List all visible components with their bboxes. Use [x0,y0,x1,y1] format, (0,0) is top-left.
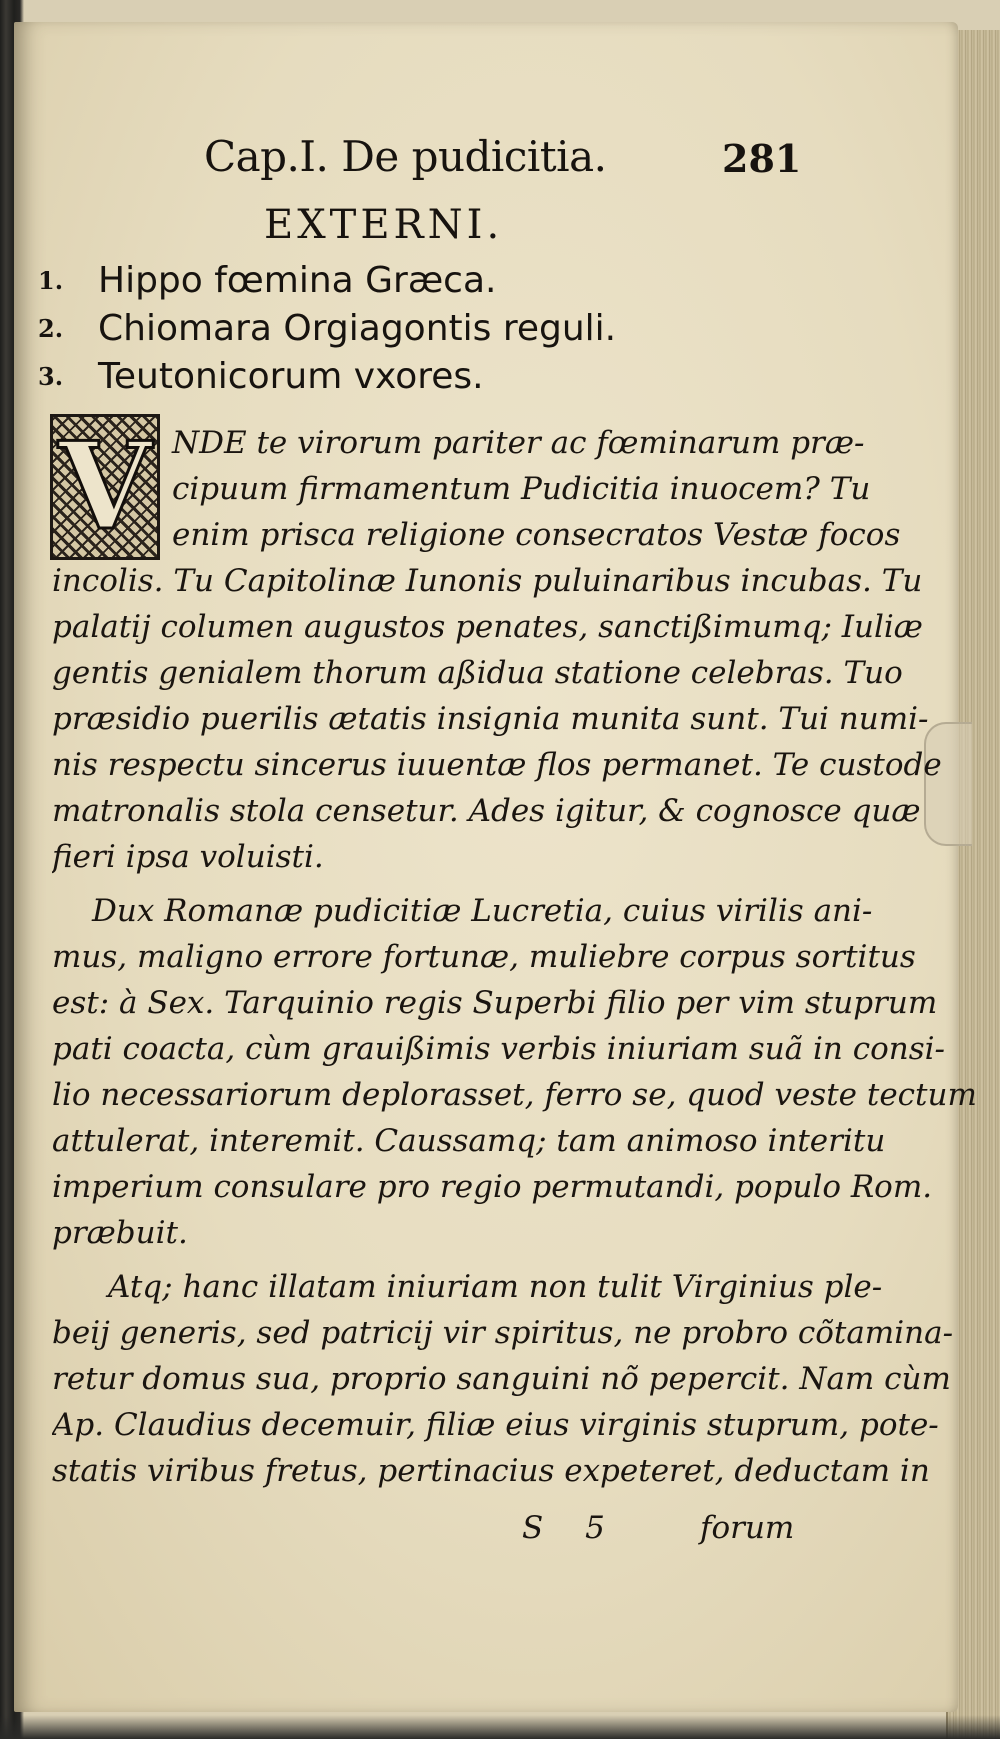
initial-letter: V [58,416,152,557]
text-line: præsidio puerilis ætatis insignia munita sunt. Tui numi- [52,701,929,737]
paragraph-virginius [52,1264,953,1494]
text-line: attulerat, interemit. Caussamq; tam animoso interitu [52,1123,886,1159]
text-line: nis respectu sincerus iuuentæ flos permanet. Te custode [52,747,942,783]
bottom-shadow [0,1715,1000,1739]
text-line: præbuit. [52,1215,188,1251]
text-line: NDE te virorum pariter ac fœminarum præ- [172,425,865,461]
paragraph-invocation [52,416,942,880]
text-line: est: à Sex. Tarquinio regis Superbi filio per vim stuprum [52,985,938,1021]
item-number: 3. [38,362,64,391]
item-text: Teutonicorum vxores. [98,356,484,397]
text-line: fieri ipsa voluisti. [52,839,324,875]
text-line: gentis genialem thorum aßidua statione celebras. Tuo [52,655,903,691]
text-line: statis viribus fretus, pertinacius expeteret, deductam in [52,1453,930,1489]
signature-mark: S 5 [522,1510,621,1546]
item-number: 1. [38,266,64,295]
item-text: Hippo fœmina Græca. [98,260,497,301]
text-line: Ap. Claudius decemuir, filiæ eius virginis stuprum, pote- [52,1407,939,1443]
text-line: Dux Romanæ pudicitiæ Lucretia, cuius virilis ani- [92,893,873,929]
chapter-title: Cap.I. De pudicitia. [204,132,607,181]
catchword: forum [700,1510,795,1546]
item-text: Chiomara Orgiagontis reguli. [98,308,617,349]
text-line: beij generis, sed patricij vir spiritus, ne probro cõtamina- [52,1315,954,1351]
paragraph-lucretia [52,888,977,1256]
text-line: palatij columen augustos penates, sanctißimumq; Iuliæ [52,609,923,645]
text-line: cipuum firmamentum Pudicitia inuocem? Tu [172,471,871,507]
page-number: 281 [722,136,802,181]
text-line: retur domus sua, proprio sanguini nõ pepercit. Nam cùm [52,1361,951,1397]
text-line: Atq; hanc illatam iniuriam non tulit Virginius ple- [108,1269,883,1305]
text-line: matronalis stola censetur. Ades igitur, & cognosce quæ [52,793,921,829]
text-line: pati coacta, cùm grauißimis verbis iniuriam suã in consi- [52,1031,946,1067]
text-line: incolis. Tu Capitolinæ Iunonis puluinaribus incubas. Tu [52,563,923,599]
item-number: 2. [38,314,64,343]
text-line: imperium consulare pro regio permutandi, populo Rom. [52,1169,933,1205]
section-title: EXTERNI. [264,202,504,248]
text-line: lio necessariorum deplorasset, ferro se, quod veste tectum [52,1077,977,1113]
book-page [14,22,977,1712]
text-line: mus, maligno errore fortunæ, muliebre corpus sortitus [52,939,916,975]
running-head [204,132,804,192]
page-footer [14,1510,958,1560]
text-line: enim prisca religione consecratos Vestæ focos [172,517,901,553]
